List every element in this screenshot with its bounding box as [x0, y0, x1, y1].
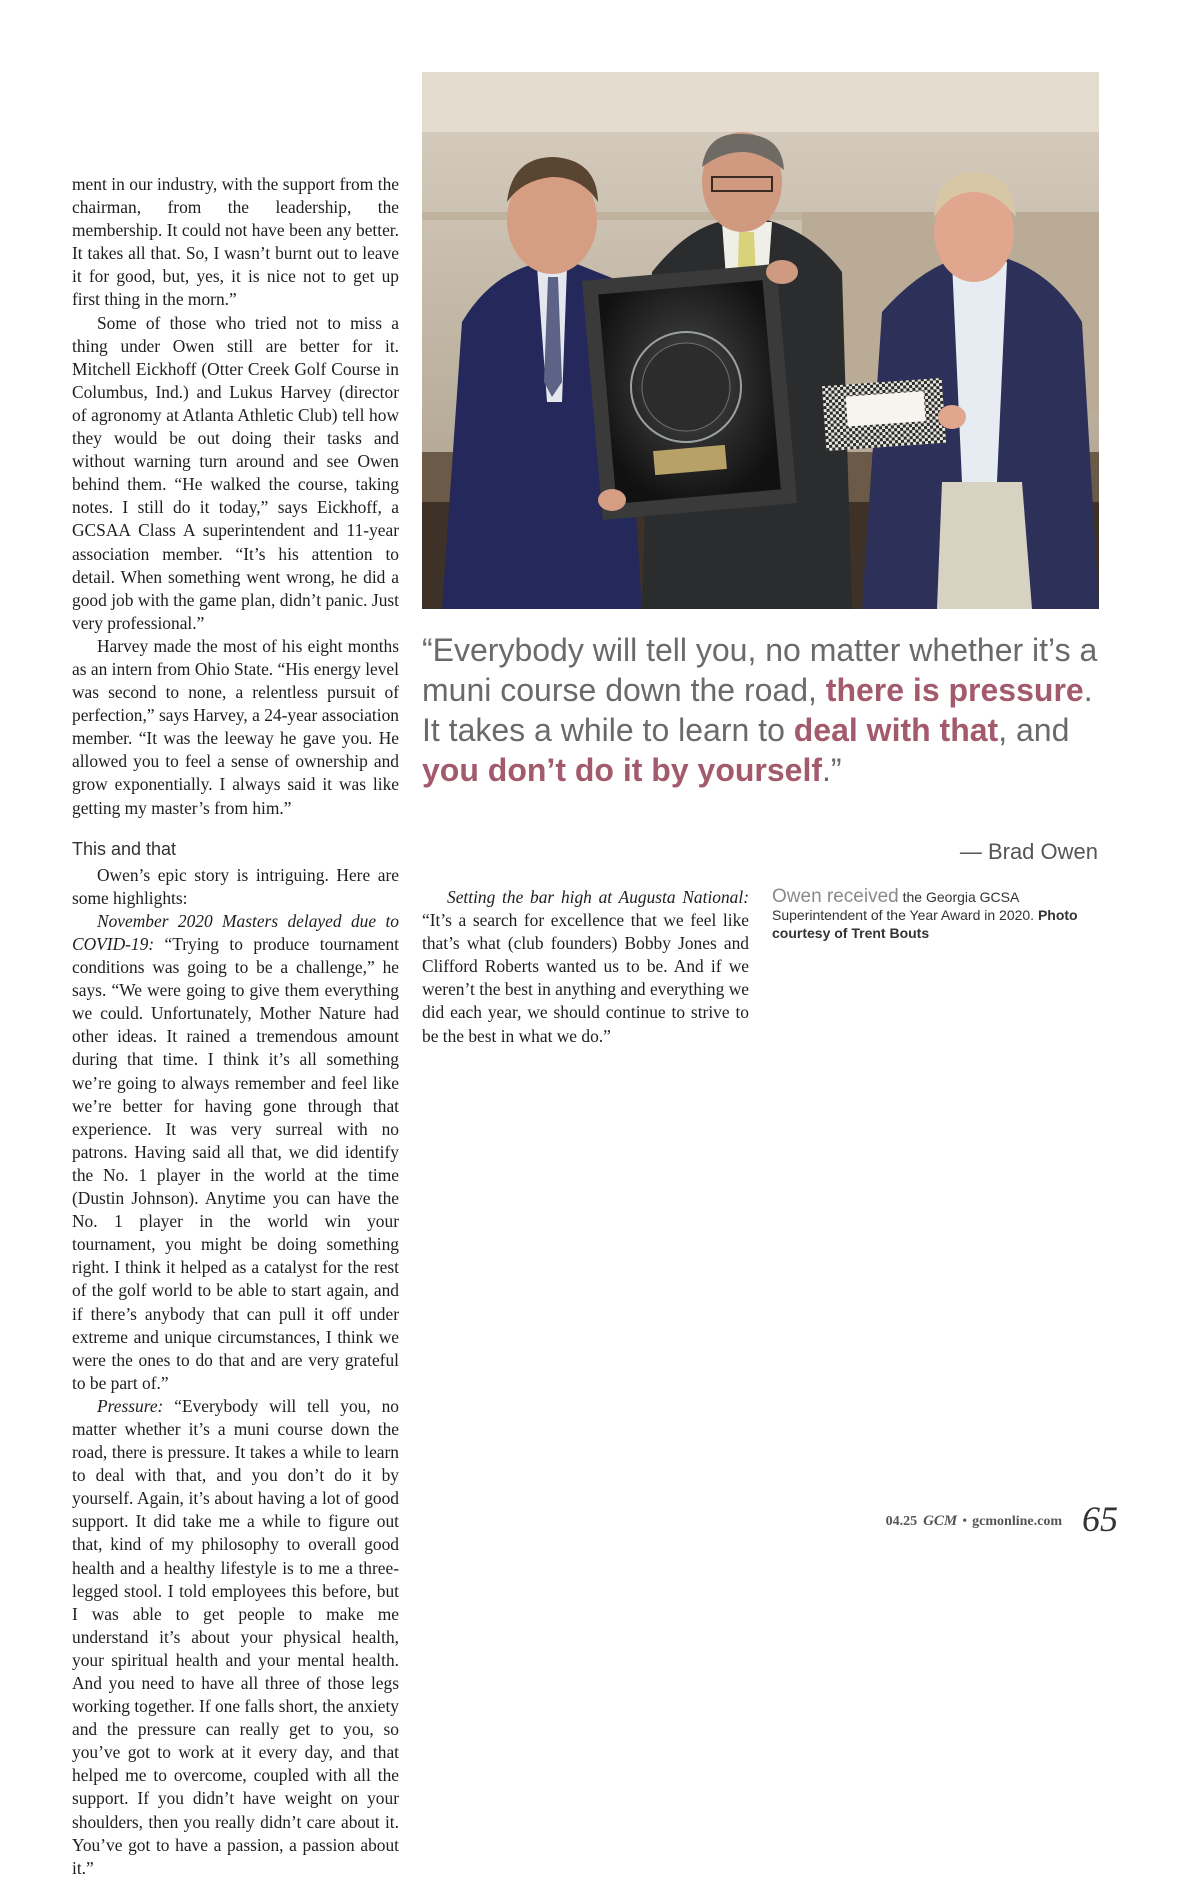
article-paragraph: Owen’s epic story is intriguing. Here are some highlights: — [72, 864, 399, 908]
article-paragraph — [72, 910, 399, 1395]
photo-credit: Photo courtesy of Trent Bouts — [772, 907, 1078, 941]
section-subhead: This and that — [72, 838, 177, 859]
caption-text: the Georgia GCSA Superintendent of the Year Award in 2020. — [772, 889, 1038, 923]
issue-date: 04.25 — [885, 1514, 918, 1529]
pull-quote-text: .” — [822, 752, 842, 788]
caption-lead: Owen received — [772, 886, 899, 907]
article-column-left — [72, 173, 399, 1880]
award-photo — [422, 72, 1099, 609]
highlight-text: “Everybody will tell you, no matter whether it’s a muni course down the road, there is pressure. It takes a while to learn to deal with that, and you don’t do it by yourself. Again, it’s about having a lot of good support. It did take me a while to figure out that, kind of my philosophy to overall good health and a healthy lifestyle is to me a three-legged stool. I told employees this before, but I was able to get people to make me understand it’s about your physical health, your spiritual health and your mental health. And you need to have all three of those legs working together. If one falls short, the anxiety and the pressure can really get to you, so you’ve got to work at it every day, and that helped me to overcome, coupled with all the support. If you didn’t have weight on your shoulders, then you really didn’t care about it. You’ve got to have a passion, a passion about it.” — [72, 1395, 399, 1878]
photo-caption — [772, 888, 1090, 942]
website-link[interactable]: gcmonline.com — [972, 1514, 1062, 1529]
pull-quote-highlight: you don’t do it by yourself — [422, 752, 822, 788]
pull-quote-highlight: there is pressure — [825, 672, 1084, 708]
highlight-label: Setting the bar high at Augusta National: — [447, 887, 749, 907]
pull-quote-text: . It takes a while to learn to — [422, 672, 1093, 748]
page-number: 65 — [1082, 1499, 1118, 1539]
article-column-middle — [422, 886, 749, 1048]
pull-quote-highlight: deal with that — [793, 712, 999, 748]
footer-separator: • — [962, 1514, 968, 1529]
magazine-name: GCM — [923, 1513, 958, 1529]
page-footer — [886, 1487, 1118, 1537]
article-paragraph — [422, 886, 749, 1048]
article-paragraph — [72, 1395, 399, 1880]
article-paragraph: Harvey made the most of his eight months as an intern from Ohio State. “His energy level was second to none, a relentless pursuit of perfection,” says Harvey, a 24-year association member. “It was the leeway he gave you. He allowed you to feel a sense of ownership and grow exponentially. I always said it was like getting my master’s from him.” — [72, 635, 399, 818]
highlight-label: November 2020 Masters delayed due to COVID-19: — [72, 910, 399, 954]
article-paragraph: ment in our industry, with the support from the chairman, from the leadership, the membership. It could not have been any better. It takes all that. So, I wasn’t burnt out to leave it for good, but, yes, it is nice not to get up first thing in the morn.” — [72, 174, 399, 310]
highlight-label: Pressure: — [97, 1395, 164, 1416]
pull-quote-attribution: — Brad Owen — [959, 839, 1098, 864]
highlight-text: “It’s a search for excellence that we feel like that’s what (club founders) Bobby Jones and Clifford Roberts wanted us to be. And if we weren’t the best in anything and everything we did each year, we should continue to strive to be the best in what we do.” — [422, 910, 749, 1046]
highlight-text: “Trying to produce tournament conditions was going to be a challenge,” he says. “We were going to give them everything we could. Unfortunately, Mother Nature had other ideas. It rained a tremendous amount during that time. I think it’s all something we’re going to always remember and feel like we’re better for having gone through that experience. It was very surreal with no patrons. Having said all that, we did identify the No. 1 player in the world at the time (Dustin Johnson). Anytime you can have the No. 1 player in the world win your tournament, you might be doing something right. I think it helped as a catalyst for the rest of the golf world to be able to start again, and if there’s anybody that can pull it off under extreme and unique circumstances, I think we were the ones to do that and are very grateful to be part of.” — [72, 934, 399, 1393]
pull-quote-text: “Everybody will tell you, no matter whether it’s a muni course down the road, — [422, 632, 1098, 708]
pull-quote-text: , and — [998, 712, 1070, 748]
pull-quote — [422, 630, 1102, 790]
article-paragraph: Some of those who tried not to miss a thing under Owen still are better for it. Mitchell Eickhoff (Otter Creek Golf Course in Columbus, Ind.) and Lukus Harvey (director of agronomy at Atlanta Athletic Club) tell how they would be out doing their tasks and without warning turn around and see Owen behind them. “He walked the course, taking notes. I still do it today,” says Eickhoff, a GCSAA Class A superintendent and 11-year association member. “It’s his attention to detail. When something went wrong, he did a good job with the game plan, didn’t panic. Just very professional.” — [72, 312, 399, 633]
